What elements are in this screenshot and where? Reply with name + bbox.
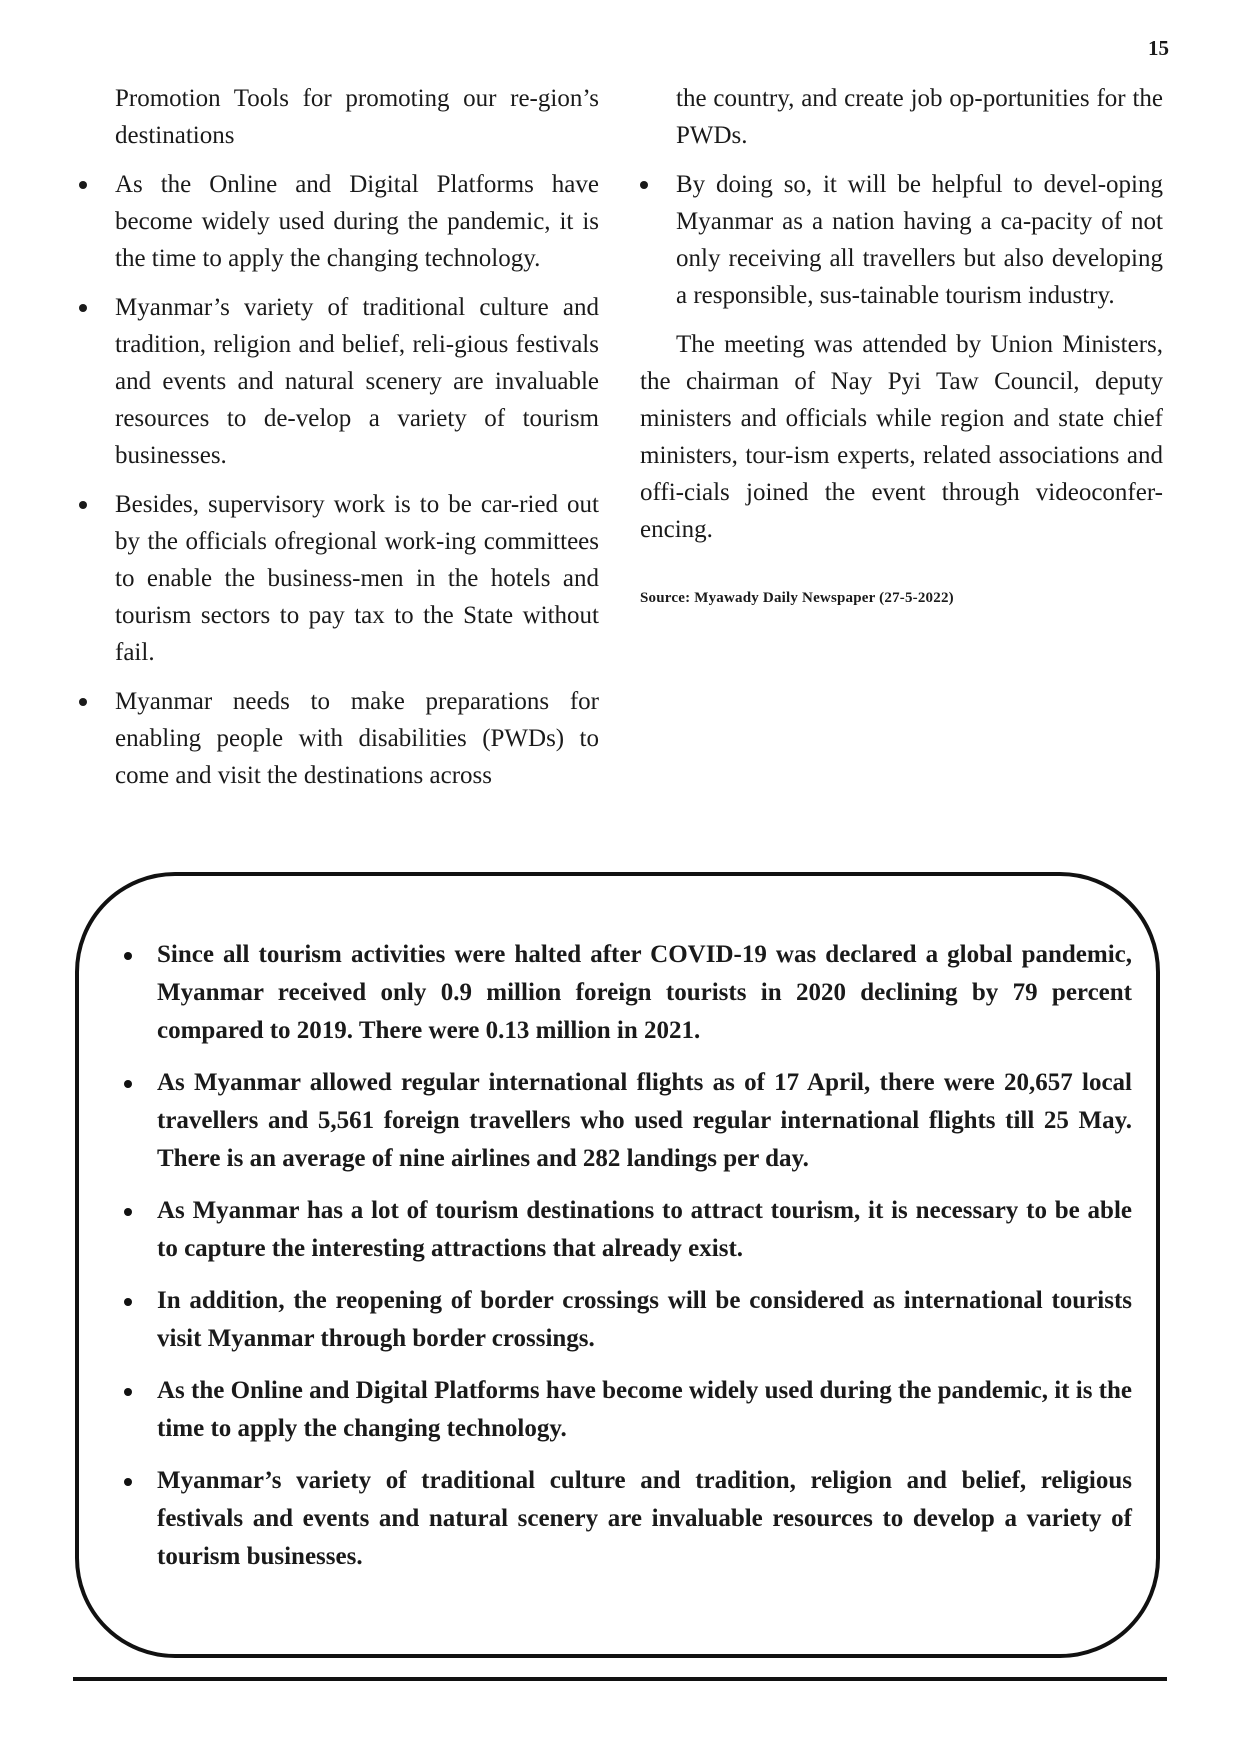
right-continuation-text: the country, and create job op-portunities for the PWDs. <box>676 85 1163 149</box>
left-continuation-text: Promotion Tools for promoting our re-gion’s destinations <box>115 85 599 149</box>
list-item: Myanmar’s variety of traditional culture and tradition, religion and belief, religious festivals and events and natural scenery are invaluable resources to develop a variety of tourism businesses. <box>157 1462 1132 1576</box>
highlights-box <box>75 872 1160 1658</box>
footer-rule <box>73 1677 1167 1681</box>
list-item: Myanmar needs to make preparations for enabling people with disabilities (PWDs) to come and visit the destinations across <box>115 683 599 794</box>
meeting-paragraph: The meeting was attended by Union Ministers, the chairman of Nay Pyi Taw Council, deputy ministers and officials while region and state chief ministers, tour-ism experts, related associations and offi-cials joined the event through videoconfer-encing. <box>640 331 1163 543</box>
left-bullet-list <box>115 166 599 794</box>
list-item: Besides, supervisory work is to be car-ried out by the officials ofregional work-ing committees to enable the business-men in the hotels and tourism sectors to pay tax to the State without fail. <box>115 486 599 671</box>
highlights-list <box>157 936 1132 1590</box>
list-item: Myanmar’s variety of traditional culture and tradition, religion and belief, reli-gious festivals and events and natural scenery are invaluable resources to de-velop a variety of tourism businesses. <box>115 289 599 474</box>
page-number: 15 <box>1148 36 1169 60</box>
list-item: By doing so, it will be helpful to devel-oping Myanmar as a nation having a ca-pacity of not only receiving all travellers but also developing a responsible, sus-tainable tourism industry. <box>676 166 1163 314</box>
list-item: Since all tourism activities were halted after COVID-19 was declared a global pandemic, Myanmar received only 0.9 million foreign tourists in 2020 declining by 79 percent compared to 2019. There were 0.13 million in 2021. <box>157 936 1132 1050</box>
list-item: As Myanmar allowed regular international flights as of 17 April, there were 20,657 local travellers and 5,561 foreign travellers who used regular international flights till 25 May. There is an average of nine airlines and 282 landings per day. <box>157 1064 1132 1178</box>
right-column <box>640 80 1163 617</box>
right-bullet-list <box>676 166 1163 314</box>
list-item: In addition, the reopening of border crossings will be considered as international tourists visit Myanmar through border crossings. <box>157 1282 1132 1358</box>
list-item: As the Online and Digital Platforms have become widely used during the pandemic, it is the time to apply the changing technology. <box>157 1372 1132 1448</box>
left-column <box>115 80 599 794</box>
list-item: As the Online and Digital Platforms have become widely used during the pandemic, it is the time to apply the changing technology. <box>115 166 599 277</box>
list-item: As Myanmar has a lot of tourism destinations to attract tourism, it is necessary to be able to capture the interesting attractions that already exist. <box>157 1192 1132 1268</box>
source-citation: Source: Myawady Daily Newspaper (27-5-2022) <box>640 590 954 606</box>
